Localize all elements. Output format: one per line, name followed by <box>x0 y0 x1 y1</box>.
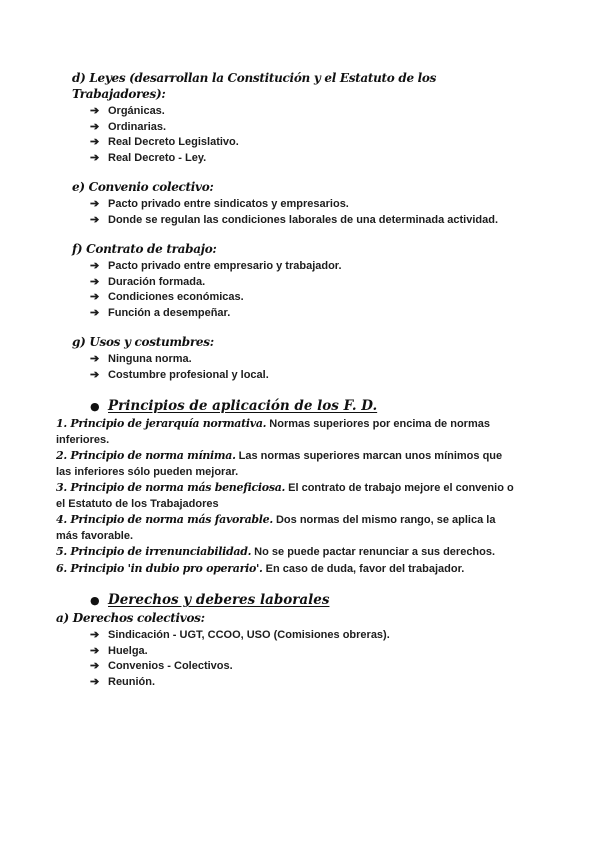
principle-item: 6. Principio 'in dubio pro operario'. En caso de duda, favor del trabajador. <box>56 561 465 575</box>
arrow-icon: ➔ <box>90 151 100 164</box>
arrow-icon: ➔ <box>90 105 100 117</box>
derechos-heading: ● Derechos y deberes laborales <box>90 592 330 608</box>
list-item: ➔ Orgánicas. <box>90 104 532 120</box>
document-page <box>56 70 532 690</box>
arrow-icon: ➔ <box>90 368 100 381</box>
arrow-icon: ➔ <box>90 291 100 303</box>
usos-heading: g) Usos y costumbres: <box>72 335 214 349</box>
list-item: ➔ Función a desempeñar. <box>90 306 532 322</box>
list-item: ➔ Reunión. <box>90 675 532 691</box>
arrow-icon: ➔ <box>90 644 100 657</box>
principios-heading: ● Principios de aplicación de los F. D. <box>90 398 378 414</box>
derechos-colectivos-heading: a) Derechos colectivos: <box>56 611 205 625</box>
arrow-icon: ➔ <box>90 120 100 133</box>
list-item: ➔ Ordinarias. <box>90 120 532 136</box>
principle-item: 5. Principio de irrenunciabilidad. No se puede pactar renunciar a sus derechos. <box>56 545 496 558</box>
derechos-list <box>72 628 532 690</box>
convenio-list <box>72 197 532 228</box>
bullet-icon: ● <box>90 594 100 607</box>
arrow-icon: ➔ <box>90 306 100 319</box>
convenio-heading: e) Convenio colectivo: <box>72 180 214 194</box>
principle-item: 4. Principio de norma más favorable. Dos normas del mismo rango, se aplica la más favorable. <box>56 513 496 542</box>
list-item: ➔ Convenios - Colectivos. <box>90 659 532 675</box>
principle-item: 2. Principio de norma mínima. Las normas superiores marcan unos mínimos que las inferiores sólo pueden mejorar. <box>56 449 503 478</box>
arrow-icon: ➔ <box>90 136 100 148</box>
principle-item: 1. Principio de jerarquía normativa. Normas superiores por encima de normas inferiores. <box>56 417 490 446</box>
arrow-icon: ➔ <box>90 275 100 288</box>
list-item: ➔ Donde se regulan las condiciones laborales de una determinada actividad. <box>90 213 532 229</box>
arrow-icon: ➔ <box>90 675 100 688</box>
list-item: ➔ Condiciones económicas. <box>90 290 532 306</box>
bullet-icon: ● <box>90 400 100 413</box>
arrow-icon: ➔ <box>90 353 100 365</box>
principle-item: 3. Principio de norma más beneficiosa. El contrato de trabajo mejore el convenio o el Estatuto de los Trabajadores <box>56 481 514 510</box>
arrow-icon: ➔ <box>90 198 100 210</box>
principios-list <box>56 416 518 577</box>
list-item: ➔ Duración formada. <box>90 275 532 291</box>
list-item: ➔ Pacto privado entre empresario y trabajador. <box>90 259 532 275</box>
list-item: ➔ Huelga. <box>90 644 532 660</box>
list-item: ➔ Real Decreto - Ley. <box>90 151 532 167</box>
leyes-list <box>72 104 532 166</box>
leyes-heading: d) Leyes (desarrollan la Constitución y el Estatuto de los Trabajadores): <box>72 71 437 101</box>
contrato-heading: f) Contrato de trabajo: <box>72 242 217 256</box>
list-item: ➔ Ninguna norma. <box>90 352 532 368</box>
usos-list <box>72 352 532 383</box>
contrato-list <box>72 259 532 321</box>
arrow-icon: ➔ <box>90 660 100 672</box>
list-item: ➔ Pacto privado entre sindicatos y empresarios. <box>90 197 532 213</box>
arrow-icon: ➔ <box>90 260 100 272</box>
list-item: ➔ Sindicación - UGT, CCOO, USO (Comisiones obreras). <box>90 628 532 644</box>
arrow-icon: ➔ <box>90 629 100 641</box>
arrow-icon: ➔ <box>90 213 100 226</box>
list-item: ➔ Costumbre profesional y local. <box>90 368 532 384</box>
list-item: ➔ Real Decreto Legislativo. <box>90 135 532 151</box>
